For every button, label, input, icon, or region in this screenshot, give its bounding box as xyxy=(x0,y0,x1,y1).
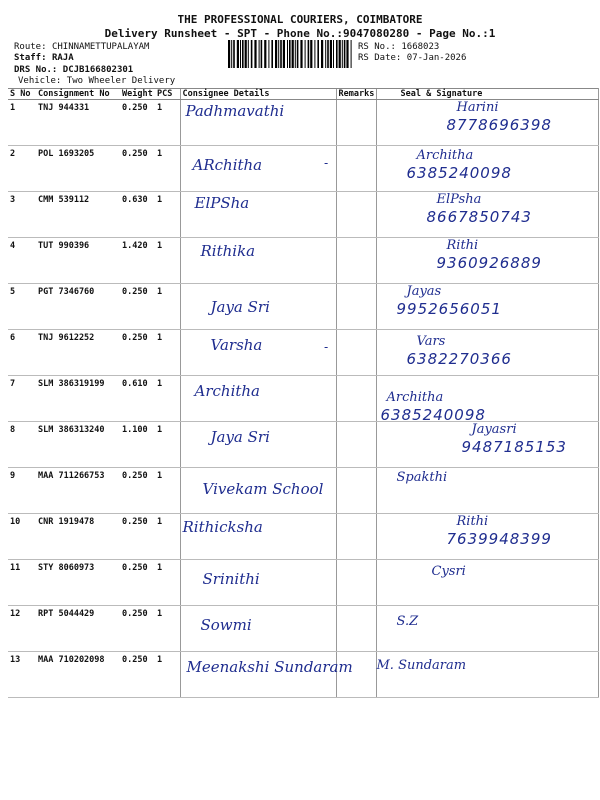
barcode-bar xyxy=(346,40,348,68)
vehicle-line xyxy=(18,76,175,87)
consignee-handwriting: ElPSha xyxy=(194,194,250,212)
cell-signature xyxy=(376,652,598,698)
cell-consignment: SLM 386319199 xyxy=(36,376,120,422)
barcode-bar xyxy=(228,40,230,68)
vehicle-value: Two Wheeler Delivery xyxy=(66,76,176,86)
cell-remarks xyxy=(336,422,376,468)
signature-phone: 9487185153 xyxy=(461,438,567,456)
barcode-bar xyxy=(292,40,294,68)
barcode-bar xyxy=(237,40,239,68)
table-header-row xyxy=(8,89,598,100)
col-seal: Seal & Signature xyxy=(376,89,598,100)
consignee-handwriting: Srinithi xyxy=(202,570,260,588)
cell-consignee xyxy=(180,146,336,192)
col-weight: Weight xyxy=(120,89,155,100)
col-consignment: Consignment No xyxy=(36,89,120,100)
cell-sno: 9 xyxy=(8,468,36,514)
cell-signature xyxy=(376,422,598,468)
cell-sno: 7 xyxy=(8,376,36,422)
cell-remarks xyxy=(336,514,376,560)
cell-sno: 13 xyxy=(8,652,36,698)
barcode-bar xyxy=(275,40,277,68)
barcode-bar xyxy=(233,40,235,68)
runsheet-table xyxy=(8,88,599,698)
rs-date-value: 07-Jan-2026 xyxy=(406,53,467,63)
cell-weight: 0.250 xyxy=(120,560,155,606)
rs-date-line xyxy=(358,53,466,64)
remark-mark: - xyxy=(322,156,330,170)
barcode-image xyxy=(228,40,354,68)
signature-handwriting: Architha xyxy=(416,148,474,163)
signature-phone: 6385240098 xyxy=(380,406,486,424)
barcode-bar xyxy=(248,40,249,68)
cell-signature xyxy=(376,284,598,330)
barcode-bar xyxy=(351,40,352,68)
route-label: Route: xyxy=(14,42,47,52)
signature-handwriting: Spakthi xyxy=(396,470,448,485)
rs-no-value: 1668023 xyxy=(401,42,440,52)
col-remarks: Remarks xyxy=(336,89,376,100)
cell-pcs: 1 xyxy=(155,376,180,422)
table-row xyxy=(8,606,598,652)
cell-pcs: 1 xyxy=(155,330,180,376)
cell-consignee xyxy=(180,606,336,652)
signature-handwriting: Jayas xyxy=(406,284,442,299)
cell-pcs: 1 xyxy=(155,652,180,698)
cell-consignee xyxy=(180,422,336,468)
barcode-bar xyxy=(295,40,296,68)
cell-consignment: MAA 710202098 xyxy=(36,652,120,698)
cell-weight: 1.420 xyxy=(120,238,155,284)
drs-value: DCJB166802301 xyxy=(62,65,134,75)
table-row xyxy=(8,100,598,146)
cell-pcs: 1 xyxy=(155,238,180,284)
signature-handwriting: Jayasri xyxy=(471,422,517,437)
cell-remarks xyxy=(336,468,376,514)
rs-no-line xyxy=(358,42,439,53)
cell-signature xyxy=(376,100,598,146)
cell-sno: 3 xyxy=(8,192,36,238)
barcode-bar xyxy=(251,40,253,68)
cell-consignee xyxy=(180,652,353,698)
cell-weight: 0.250 xyxy=(120,468,155,514)
cell-weight: 0.250 xyxy=(120,652,155,698)
signature-handwriting: Rithi xyxy=(446,238,479,253)
consignee-handwriting: ARchitha xyxy=(192,156,263,174)
cell-weight: 1.100 xyxy=(120,422,155,468)
cell-sno: 10 xyxy=(8,514,36,560)
table-row xyxy=(8,514,598,560)
cell-consignment: CMM 539112 xyxy=(36,192,120,238)
cell-sno: 12 xyxy=(8,606,36,652)
cell-signature xyxy=(376,146,598,192)
barcode-bar xyxy=(268,40,269,68)
cell-sno: 5 xyxy=(8,284,36,330)
drs-line xyxy=(14,65,133,76)
cell-sno: 4 xyxy=(8,238,36,284)
drs-label: DRS No.: xyxy=(14,65,58,75)
barcode-bar xyxy=(308,40,310,68)
consignee-handwriting: Rithika xyxy=(200,242,256,260)
cell-pcs: 1 xyxy=(155,192,180,238)
company-title: THE PROFESSIONAL COURIERS, COIMBATORE xyxy=(177,13,423,26)
signature-handwriting: S.Z xyxy=(396,614,419,629)
cell-sno: 8 xyxy=(8,422,36,468)
barcode-bar xyxy=(245,40,247,68)
barcode-bar xyxy=(333,40,334,68)
cell-consignment: TNJ 9612252 xyxy=(36,330,120,376)
barcode-bar xyxy=(261,40,263,68)
consignee-handwriting: Meenakshi Sundaram xyxy=(186,658,353,676)
cell-signature xyxy=(376,468,598,514)
cell-signature xyxy=(376,238,598,284)
cell-consignment: STY 8060973 xyxy=(36,560,120,606)
table-row xyxy=(8,192,598,238)
cell-remarks xyxy=(322,146,376,192)
table-row xyxy=(8,468,598,514)
cell-weight: 0.610 xyxy=(120,376,155,422)
table-row xyxy=(8,422,598,468)
table-row xyxy=(8,238,598,284)
cell-remarks xyxy=(336,606,376,652)
consignee-handwriting: Vivekam School xyxy=(202,480,324,498)
signature-phone: 8667850743 xyxy=(426,208,532,226)
signature-handwriting: Vars xyxy=(416,334,446,349)
cell-consignment: RPT 5044429 xyxy=(36,606,120,652)
cell-remarks xyxy=(336,192,376,238)
cell-pcs: 1 xyxy=(155,560,180,606)
cell-consignee xyxy=(180,514,336,560)
cell-weight: 0.250 xyxy=(120,146,155,192)
cell-weight: 0.250 xyxy=(120,606,155,652)
cell-consignee xyxy=(180,376,336,422)
barcode-bar xyxy=(271,40,273,68)
consignee-handwriting: Varsha xyxy=(210,336,263,354)
barcode-bar xyxy=(264,40,266,68)
cell-consignment: PGT 7346760 xyxy=(36,284,120,330)
barcode-bar xyxy=(259,40,260,68)
rs-date-label: RS Date: xyxy=(358,53,402,63)
cell-consignment: CNR 1919478 xyxy=(36,514,120,560)
consignee-handwriting: Rithicksha xyxy=(182,518,263,536)
signature-phone: 9952656051 xyxy=(396,300,502,318)
consignee-handwriting: Sowmi xyxy=(200,616,252,634)
barcode-bar xyxy=(300,40,302,68)
remark-mark: - xyxy=(322,340,330,354)
rs-no-label: RS No.: xyxy=(358,42,396,52)
cell-consignee xyxy=(180,284,336,330)
cell-signature xyxy=(376,560,598,606)
consignee-handwriting: Padhmavathi xyxy=(185,102,285,120)
barcode-bar xyxy=(327,40,329,68)
table-row xyxy=(8,146,598,192)
table-row xyxy=(8,330,598,376)
cell-weight: 0.250 xyxy=(120,514,155,560)
cell-pcs: 1 xyxy=(155,146,180,192)
col-sno: S No xyxy=(8,89,36,100)
barcode-bar xyxy=(289,40,291,68)
barcode-bar xyxy=(344,40,346,68)
cell-signature xyxy=(376,192,598,238)
signature-handwriting: Architha xyxy=(386,390,444,405)
cell-signature xyxy=(376,514,598,560)
barcode-bar xyxy=(305,40,306,68)
cell-signature xyxy=(376,330,598,376)
table-row xyxy=(8,376,598,422)
signature-phone: 6385240098 xyxy=(406,164,512,182)
staff-line xyxy=(14,53,74,64)
cell-consignee xyxy=(180,100,336,146)
signature-phone: 6382270366 xyxy=(406,350,512,368)
barcode-bar xyxy=(325,40,326,68)
barcode-bar xyxy=(342,40,343,68)
cell-sno: 1 xyxy=(8,100,36,146)
cell-remarks xyxy=(336,238,376,284)
barcode-bar xyxy=(283,40,285,68)
cell-weight: 0.250 xyxy=(120,284,155,330)
cell-remarks xyxy=(322,330,376,376)
signature-handwriting: Harini xyxy=(456,100,499,115)
staff-label: Staff: xyxy=(14,53,47,63)
barcode-bar xyxy=(321,40,323,68)
cell-consignee xyxy=(180,330,336,376)
cell-weight: 0.250 xyxy=(120,100,155,146)
signature-phone: 7639948399 xyxy=(446,530,552,548)
barcode-bar xyxy=(287,40,288,68)
cell-remarks xyxy=(336,652,376,698)
cell-sno: 2 xyxy=(8,146,36,192)
barcode-bar xyxy=(254,40,256,68)
table-row xyxy=(8,652,598,698)
vehicle-label: Vehicle: xyxy=(18,76,62,86)
cell-consignment: MAA 711266753 xyxy=(36,468,120,514)
cell-remarks xyxy=(336,100,376,146)
cell-sno: 11 xyxy=(8,560,36,606)
route-value: CHINNAMETTUPALAYAM xyxy=(51,42,150,52)
route-line xyxy=(14,42,149,53)
cell-remarks xyxy=(336,284,376,330)
col-consignee: Consignee Details xyxy=(180,89,336,100)
cell-pcs: 1 xyxy=(155,606,180,652)
consignee-handwriting: Architha xyxy=(194,382,260,400)
cell-pcs: 1 xyxy=(155,514,180,560)
cell-pcs: 1 xyxy=(155,468,180,514)
signature-handwriting: Cysri xyxy=(431,564,466,579)
cell-weight: 0.250 xyxy=(120,330,155,376)
cell-sno: 6 xyxy=(8,330,36,376)
barcode-bar xyxy=(317,40,319,68)
cell-consignment: POL 1693205 xyxy=(36,146,120,192)
barcode-bar xyxy=(240,40,241,68)
cell-consignment: SLM 386313240 xyxy=(36,422,120,468)
barcode-bar xyxy=(231,40,232,68)
cell-consignee xyxy=(180,238,336,284)
barcode-bar xyxy=(280,40,282,68)
consignee-handwriting: Jaya Sri xyxy=(210,428,270,446)
cell-signature xyxy=(376,376,598,422)
cell-pcs: 1 xyxy=(155,100,180,146)
barcode-bar xyxy=(339,40,341,68)
barcode-bar xyxy=(297,40,299,68)
cell-pcs: 1 xyxy=(155,284,180,330)
cell-consignment: TNJ 944331 xyxy=(36,100,120,146)
table-row xyxy=(8,284,598,330)
barcode-bar xyxy=(314,40,315,68)
signature-phone: 8778696398 xyxy=(446,116,552,134)
cell-remarks xyxy=(336,376,376,422)
cell-signature xyxy=(376,606,598,652)
cell-consignee xyxy=(180,192,336,238)
barcode-bar xyxy=(330,40,332,68)
cell-weight: 0.630 xyxy=(120,192,155,238)
signature-handwriting: Rithi xyxy=(456,514,489,529)
barcode-bar xyxy=(336,40,338,68)
consignee-handwriting: Jaya Sri xyxy=(210,298,270,316)
cell-consignee xyxy=(180,468,336,514)
cell-consignment: TUT 990396 xyxy=(36,238,120,284)
col-pcs: PCS xyxy=(155,89,180,100)
barcode-bar xyxy=(278,40,279,68)
table-row xyxy=(8,560,598,606)
signature-phone: 9360926889 xyxy=(436,254,542,272)
cell-remarks xyxy=(336,560,376,606)
cell-consignee xyxy=(180,560,336,606)
runsheet-subtitle: Delivery Runsheet - SPT - Phone No.:9047080280 - Page No.:1 xyxy=(104,27,496,40)
signature-handwriting: ElPsha xyxy=(436,192,482,207)
staff-value: RAJA xyxy=(51,53,74,63)
barcode-bar xyxy=(242,40,244,68)
barcode-bar xyxy=(310,40,312,68)
cell-pcs: 1 xyxy=(155,422,180,468)
signature-handwriting: M. Sundaram xyxy=(376,658,467,673)
